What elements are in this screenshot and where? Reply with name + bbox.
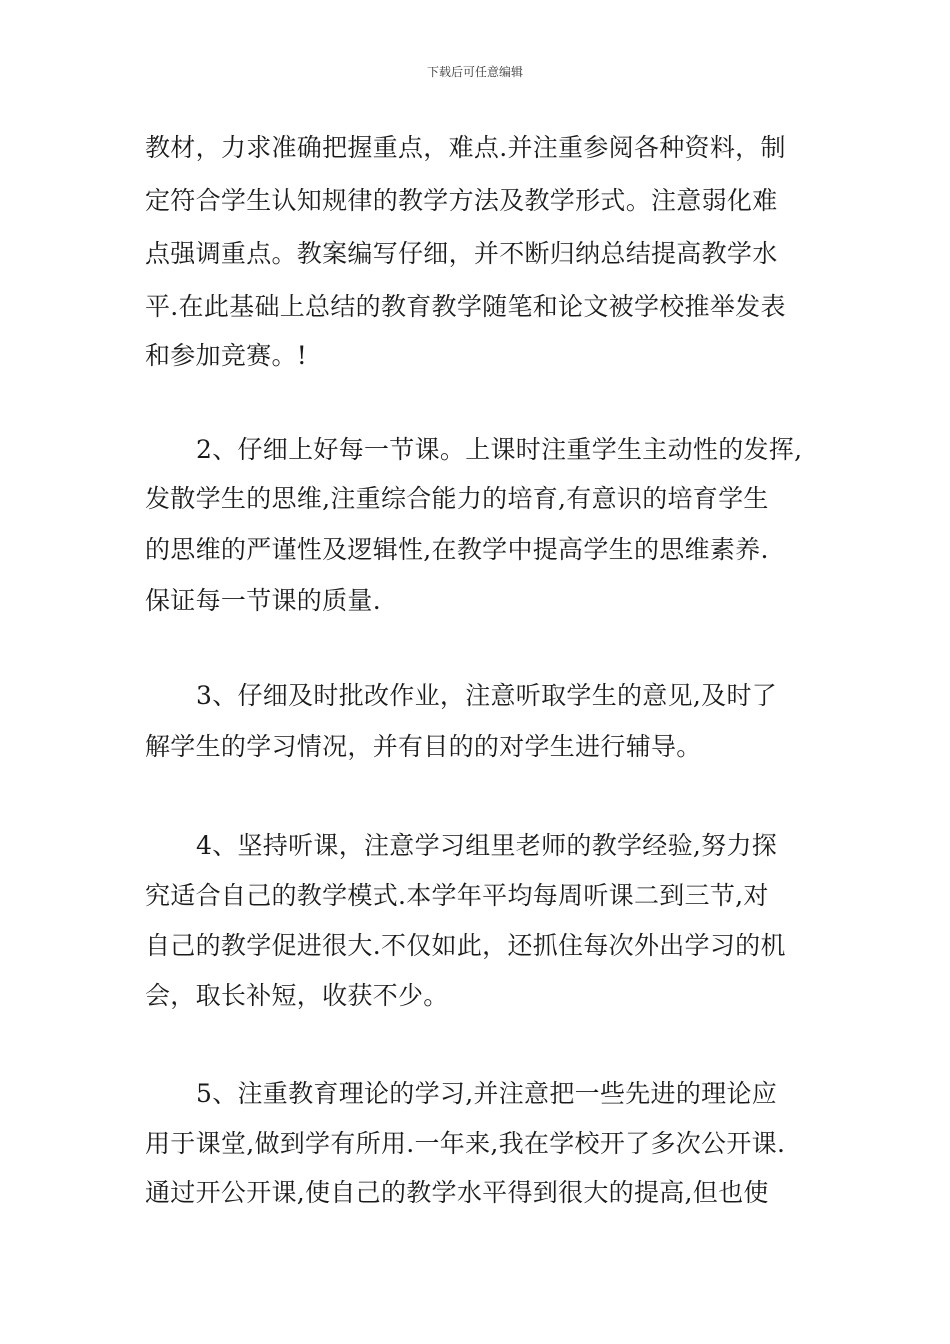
page-header: 下载后可任意编辑 — [426, 65, 523, 79]
paragraph-2-line-1: 2、仔细上好每一节课。上课时注重学生主动性的发挥, — [196, 435, 803, 464]
paragraph-4-line-2: 究适合自己的教学模式.本学年平均每周听课二到三节,对 — [145, 881, 769, 910]
paragraph-5-line-2: 用于课堂,做到学有所用.一年来,我在学校开了多次公开课. — [145, 1129, 786, 1158]
paragraph-1-line-4: 平.在此基础上总结的教育教学随笔和论文被学校推举发表 — [145, 292, 786, 321]
paragraph-3-line-1: 3、仔细及时批改作业，注意听取学生的意见,及时了 — [196, 681, 778, 710]
paragraph-1-line-2: 定符合学生认知规律的教学方法及教学形式。注意弱化难 — [145, 186, 778, 215]
paragraph-5-line-1: 5、注重教育理论的学习,并注意把一些先进的理论应 — [196, 1079, 778, 1108]
paragraph-4-line-3: 自己的教学促进很大.不仅如此，还抓住每次外出学习的机 — [145, 931, 786, 960]
paragraph-1-line-3: 点强调重点。教案编写仔细，并不断归纳总结提高教学水 — [145, 239, 778, 268]
paragraph-2-line-3: 的思维的严谨性及逻辑性,在教学中提高学生的思维素养. — [145, 535, 769, 564]
paragraph-1-line-5: 和参加竞赛。! — [145, 341, 308, 370]
paragraph-3-line-2: 解学生的学习情况，并有目的的对学生进行辅导。 — [145, 732, 702, 761]
paragraph-2-line-2: 发散学生的思维,注重综合能力的培育,有意识的培育学生 — [145, 484, 769, 513]
paragraph-2-line-4: 保证每一节课的质量. — [145, 586, 381, 615]
paragraph-5-line-3: 通过开公开课,使自己的教学水平得到很大的提高,但也使 — [145, 1178, 769, 1207]
paragraph-4-line-4: 会，取长补短，收获不少。 — [145, 981, 449, 1010]
paragraph-4-line-1: 4、坚持听课，注意学习组里老师的教学经验,努力探 — [196, 831, 778, 860]
paragraph-1-line-1: 教材，力求准确把握重点，难点.并注重参阅各种资料，制 — [145, 133, 786, 162]
